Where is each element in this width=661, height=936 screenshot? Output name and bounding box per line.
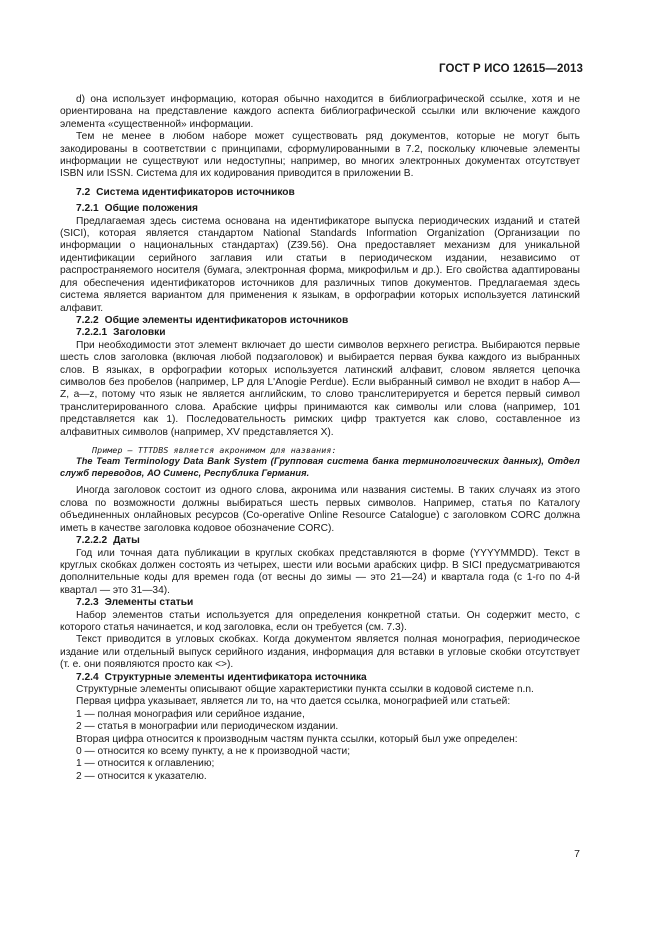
paragraph: d) она использует информацию, которая обычно находится в библиографической ссылке, хотя и не ориентирована на представление каждого аспекта библиографической ссылки или включение каждого элемента «существенной» информации.	[60, 94, 580, 130]
page-number: 7	[574, 848, 580, 860]
paragraph: Текст приводится в угловых скобках. Когда документом является полная монография, периодическое издание или отдельный выпуск серийного издания, информация для вставки в угловые скобки отсутствует (т. е. они появляются просто как <>).	[60, 634, 580, 671]
section-heading-7-2-2-2: 7.2.2.2 Даты	[76, 535, 140, 547]
paragraph: Предлагаемая здесь система основана на идентификаторе выпуска периодических изданий и статей (SICI), которая является стандартом National Standards Information Organization (Организации по информации о национальных стандартах) (Z39.56). Она предоставляет механизм для уникальной идентификации серийного заглавия или статьи в периодическом издании, независимо от распространяемого носителя (бумага, электронная форма, микрофильм и др.). Его свойства адаптированы для обеспечения идентификаторов источников для различных типов документов. Предлагаемая здесь система является вариантом для применения к языкам, в орфографии которых используется латинский алфавит.	[60, 215, 580, 314]
document-header: ГОСТ Р ИСО 12615—2013	[438, 63, 583, 75]
paragraph: Тем не менее в любом наборе может существовать ряд документов, которые не могут быть закодированы в соответствии с принципами, сформулированными в 7.2, поскольку ключевые элементы информации не существуют или недоступны; например, во многих электронных документах отсутствует ISBN или ISSN. Система для их кодирования приводится в приложении B.	[60, 131, 580, 180]
list-item: 1 — относится к оглавлению;	[76, 758, 215, 770]
list-item: 1 — полная монография или серийное издание,	[76, 708, 305, 720]
paragraph: Первая цифра указывает, является ли то, на что дается ссылка, монографией или статьей:	[76, 696, 511, 708]
list-item: 2 — относится к указателю.	[76, 770, 207, 782]
section-heading-7-2-4: 7.2.4 Структурные элементы идентификатора источника	[76, 671, 367, 683]
example-line: Пример — TTTDBS является акронимом для названия:	[92, 444, 337, 455]
paragraph: Набор элементов статьи используется для определения конкретной статьи. Он содержит место, с которого статья начинается, и код заголовка, если он требуется (см. 7.3).	[60, 609, 580, 633]
section-heading-7-2-3: 7.2.3 Элементы статьи	[76, 597, 194, 609]
list-item: 2 — статья в монографии или периодическом издании.	[76, 721, 339, 733]
paragraph: Иногда заголовок состоит из одного слова, акронима или названия системы. В таких случаях из этого слова по возможности должны выбираться шесть первых символов. Например, статья по Каталогу объединенных онлайновых ресурсов (Co-operative Online Resource Catalogue) с заголовком CORC должна иметь в качестве заголовка кодовое обозначение CORC).	[60, 485, 580, 534]
paragraph: Структурные элементы описывают общие характеристики пункта ссылки в кодовой системе n.n.	[76, 683, 534, 695]
section-heading-7-2-2-1: 7.2.2.1 Заголовки	[76, 327, 166, 339]
list-item: 0 — относится ко всему пункту, а не к производной части;	[76, 746, 351, 757]
example-line: The Team Terminology Data Bank System (Групповая система банка терминологических данных), Отдел служб переводов, АО Сименс, Республика Германия.	[60, 456, 580, 478]
section-heading-7-2: 7.2 Система идентификаторов источников	[76, 186, 295, 198]
paragraph: Вторая цифра относится к производным частям пункта ссылки, который был уже определен:	[76, 733, 518, 745]
paragraph: Год или точная дата публикации в круглых скобках представляются в форме (YYYYMMDD). Текст в круглых скобках должен состоять из четырех, шести или восьми арабских цифр. В SICI предусматриваются дополнительные коды для времен года (от весны до зимы — это 21—24) и квартала года (с 1-го по 4-й квартал — это 31—34).	[60, 547, 580, 596]
section-heading-7-2-1: 7.2.1 Общие положения	[76, 203, 198, 215]
section-heading-7-2-2: 7.2.2 Общие элементы идентификаторов источников	[76, 314, 349, 326]
document-body	[60, 94, 580, 783]
paragraph: При необходимости этот элемент включает до шести символов верхнего регистра. Выбираются первые шесть слов заголовка (включая любой подзаголовок) и выбирается первая буква каждого из выбранных слов. В языках, в орфографии которых используется латинский алфавит, словом является цепочка символов без пробелов (например, LP для L'Anogie Perdue). Если выбранный символ не входит в набор A—Z, a—z, потому что язык не является английским, то слово транслитерируется и берется первый символ транслитерированного слова. Арабские цифры принимаются как символы или слова (например, 101 представляется как 1). Последовательность римских цифр трактуется как слово, составленное из алфавитных символов (например, XV представляется X).	[60, 339, 580, 438]
